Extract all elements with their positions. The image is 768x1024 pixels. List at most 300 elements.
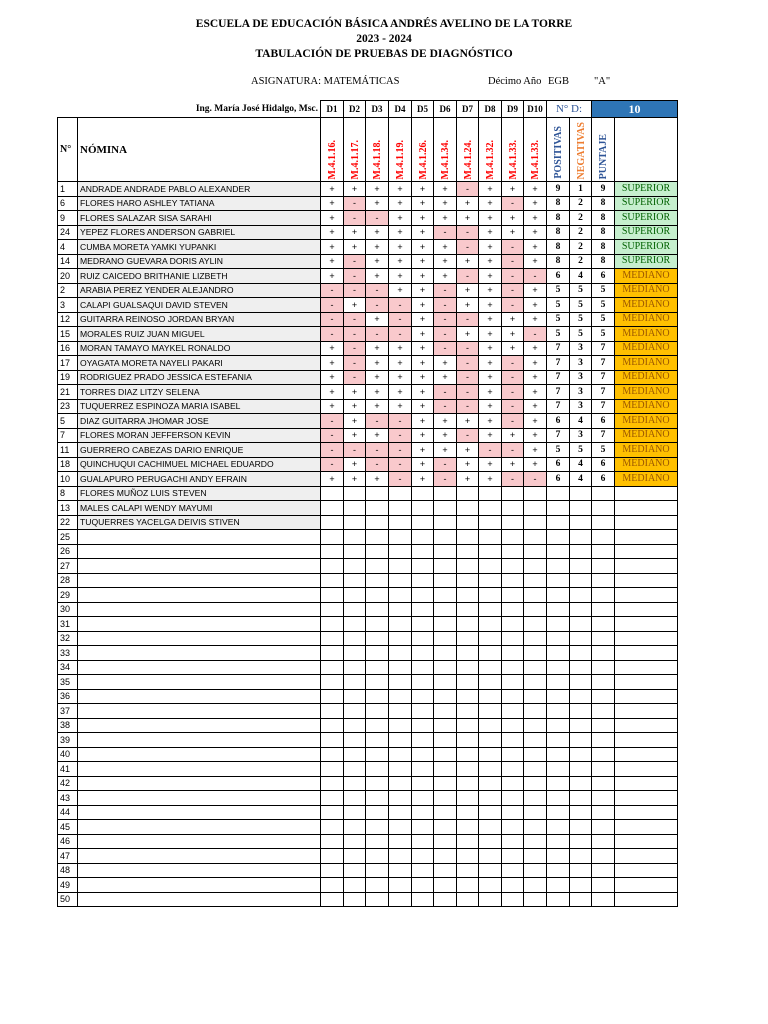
empty-cell [615,530,678,545]
empty-cell [592,559,615,574]
diagnostic-mark: + [366,240,389,255]
empty-cell [457,689,479,704]
empty-cell [321,718,344,733]
diagnostic-mark: + [412,443,434,458]
diagnostic-mark [389,515,412,530]
diagnostic-mark: + [524,211,547,226]
empty-cell [479,559,502,574]
diagnostic-mark: - [321,283,344,298]
empty-cell [547,530,570,545]
empty-cell [434,675,457,690]
positive-count: 7 [547,356,570,371]
diagnostic-mark: + [412,283,434,298]
diagnostic-mark [524,486,547,501]
student-name: MALES CALAPI WENDY MAYUMI [78,501,321,516]
empty-cell [457,863,479,878]
empty-row [58,863,678,878]
empty-cell [457,733,479,748]
d-header: D5 [412,101,434,118]
negative-count: 5 [570,327,592,342]
empty-cell [502,544,524,559]
empty-cell [502,863,524,878]
diagnostic-mark: + [412,196,434,211]
empty-cell [366,892,389,907]
empty-cell [502,530,524,545]
empty-cell [321,892,344,907]
negative-count: 5 [570,298,592,313]
empty-cell [412,646,434,661]
positive-count: 5 [547,283,570,298]
empty-cell [366,617,389,632]
diagnostic-mark: + [366,269,389,284]
empty-cell [412,559,434,574]
empty-cell [344,530,366,545]
empty-cell [479,573,502,588]
empty-cell [570,834,592,849]
empty-cell [344,834,366,849]
level-badge [615,501,678,516]
diagnostic-mark: + [321,356,344,371]
diagnostic-mark: - [457,399,479,414]
diagnostic-mark: - [389,428,412,443]
diagnostic-mark: - [434,399,457,414]
student-name: MEDRANO GUEVARA DORIS AYLIN [78,254,321,269]
empty-cell [366,762,389,777]
level-badge: MEDIANO [615,341,678,356]
diagnostic-mark: + [457,472,479,487]
empty-cell [321,878,344,893]
empty-cell [547,573,570,588]
empty-cell [570,530,592,545]
empty-row [58,776,678,791]
positive-count: 8 [547,240,570,255]
diagnostic-mark: + [434,443,457,458]
student-row [58,428,678,443]
positive-count: 7 [547,428,570,443]
empty-cell [434,704,457,719]
score-value: 7 [592,385,615,400]
empty-cell [547,631,570,646]
empty-cell [524,718,547,733]
score-value: 9 [592,182,615,197]
empty-cell [615,617,678,632]
empty-cell [321,559,344,574]
positive-count: 8 [547,254,570,269]
empty-cell [366,689,389,704]
empty-cell [592,805,615,820]
diagnostic-mark: + [344,298,366,313]
student-name [78,805,321,820]
empty-cell [344,878,366,893]
empty-cell [412,602,434,617]
diagnostic-mark: - [321,443,344,458]
empty-cell [592,747,615,762]
empty-cell [524,878,547,893]
empty-cell [524,834,547,849]
diagnostic-mark: - [502,414,524,429]
empty-cell [344,892,366,907]
diagnostic-mark: + [389,399,412,414]
empty-cell [615,878,678,893]
empty-cell [615,646,678,661]
empty-row [58,646,678,661]
diagnostic-mark [502,486,524,501]
diagnostic-mark [434,501,457,516]
diagnostic-mark: + [344,472,366,487]
skill-header: M.4.1.33. [502,118,524,182]
empty-cell [592,863,615,878]
empty-cell [321,820,344,835]
diagnostic-mark: - [389,414,412,429]
diagnostic-mark [366,486,389,501]
empty-cell [344,849,366,864]
diagnostic-mark: + [344,457,366,472]
empty-cell [524,747,547,762]
empty-cell [570,892,592,907]
empty-cell [412,689,434,704]
nd-label: N° D: [547,101,592,118]
diagnostic-mark: - [389,312,412,327]
diagnostic-mark: + [479,283,502,298]
empty-cell [615,791,678,806]
diagnostic-mark: + [412,269,434,284]
diagnostic-mark: + [412,312,434,327]
empty-cell [479,791,502,806]
student-name [78,573,321,588]
diagnostic-mark: + [434,196,457,211]
diagnostic-mark: + [412,414,434,429]
student-name [78,704,321,719]
empty-cell [434,646,457,661]
student-name: DIAZ GUITARRA JHOMAR JOSE [78,414,321,429]
diagnostic-mark: + [457,443,479,458]
student-number: 6 [58,196,78,211]
empty-cell [389,559,412,574]
empty-cell [479,588,502,603]
empty-row [58,544,678,559]
row-number: 29 [58,588,78,603]
empty-cell [344,559,366,574]
student-name: ARABIA PEREZ YENDER ALEJANDRO [78,283,321,298]
diagnostic-mark: + [502,341,524,356]
empty-row [58,834,678,849]
empty-cell [321,863,344,878]
empty-cell [592,646,615,661]
diagnostic-mark: + [524,385,547,400]
empty-cell [524,646,547,661]
d-header: D2 [344,101,366,118]
diagnostic-mark: + [389,211,412,226]
student-name: RUIZ CAICEDO BRITHANIE LIZBETH [78,269,321,284]
empty-cell [524,631,547,646]
negative-count: 5 [570,443,592,458]
score-value: 5 [592,298,615,313]
empty-cell [479,820,502,835]
diagnostic-mark: + [479,254,502,269]
diagnostic-mark [479,486,502,501]
diagnostic-mark: + [321,399,344,414]
empty-cell [479,660,502,675]
empty-row [58,530,678,545]
empty-cell [434,820,457,835]
diagnostic-mark: + [366,225,389,240]
empty-cell [412,733,434,748]
empty-cell [389,820,412,835]
diagnostic-mark: + [366,341,389,356]
diagnostic-mark: - [457,240,479,255]
empty-cell [547,689,570,704]
diagnostic-mark: + [457,414,479,429]
empty-cell [389,530,412,545]
student-name [78,646,321,661]
diagnostic-mark: - [321,457,344,472]
student-name: FLORES HARO ASHLEY TATIANA [78,196,321,211]
empty-cell [412,849,434,864]
diagnostic-mark: - [366,298,389,313]
row-number: 32 [58,631,78,646]
parallel-label: "A" [594,76,611,87]
empty-cell [615,834,678,849]
empty-cell [457,646,479,661]
diagnostic-mark: - [502,399,524,414]
diagnostic-mark [457,501,479,516]
diagnostic-mark: + [366,312,389,327]
empty-cell [457,544,479,559]
diagnostic-mark [479,515,502,530]
row-number: 41 [58,762,78,777]
empty-cell [502,617,524,632]
empty-row [58,805,678,820]
empty-cell [321,762,344,777]
empty-cell [479,704,502,719]
diagnostic-mark: - [434,225,457,240]
empty-cell [524,689,547,704]
diagnostic-mark [434,515,457,530]
diagnostic-mark: + [412,399,434,414]
score-value [592,486,615,501]
positive-count: 7 [547,385,570,400]
student-name: FLORES MUÑOZ LUIS STEVEN [78,486,321,501]
empty-cell [479,762,502,777]
level-badge: SUPERIOR [615,225,678,240]
diagnostic-mark: - [366,211,389,226]
score-value: 6 [592,269,615,284]
score-value: 5 [592,443,615,458]
positive-count: 7 [547,341,570,356]
level-badge: MEDIANO [615,298,678,313]
empty-cell [615,747,678,762]
diagnostic-mark: + [479,428,502,443]
empty-cell [434,559,457,574]
empty-cell [344,762,366,777]
diagnostic-mark: + [479,327,502,342]
diagnostic-mark: - [321,312,344,327]
empty-cell [615,805,678,820]
empty-cell [592,530,615,545]
empty-cell [502,675,524,690]
empty-cell [547,646,570,661]
positive-count: 5 [547,298,570,313]
diagnostic-mark: + [524,443,547,458]
diagnostic-mark: - [321,298,344,313]
diagnostic-mark: - [434,457,457,472]
empty-cell [321,588,344,603]
student-name [78,820,321,835]
teacher-name: Ing. María José Hidalgo, Msc. [195,103,318,114]
empty-cell [366,704,389,719]
diagnostic-mark: + [366,196,389,211]
empty-row [58,791,678,806]
diagnostic-mark: + [434,356,457,371]
student-name [78,689,321,704]
diagnostic-mark [389,486,412,501]
row-number: 40 [58,747,78,762]
empty-cell [344,805,366,820]
diagnostic-mark [412,486,434,501]
diagnostic-mark: + [321,254,344,269]
diagnostic-mark: + [524,414,547,429]
skill-header: M.4.1.26. [412,118,434,182]
empty-cell [389,863,412,878]
diagnostic-mark: + [524,225,547,240]
positive-count [547,501,570,516]
empty-cell [457,573,479,588]
empty-cell [434,863,457,878]
diagnostic-mark: + [389,370,412,385]
empty-cell [502,820,524,835]
empty-cell [524,776,547,791]
empty-cell [570,602,592,617]
empty-cell [344,820,366,835]
empty-cell [412,718,434,733]
empty-cell [389,588,412,603]
empty-cell [592,689,615,704]
row-number: 39 [58,733,78,748]
empty-cell [524,791,547,806]
diagnostic-mark: + [502,182,524,197]
student-row [58,283,678,298]
empty-cell [547,559,570,574]
diagnostic-mark: + [434,414,457,429]
row-number: 28 [58,573,78,588]
level-badge: SUPERIOR [615,254,678,269]
diagnostic-mark: - [389,443,412,458]
level-badge: MEDIANO [615,356,678,371]
diagnostic-mark: + [344,240,366,255]
empty-cell [457,588,479,603]
row-number: 37 [58,704,78,719]
empty-cell [615,704,678,719]
empty-row [58,762,678,777]
level-badge: MEDIANO [615,472,678,487]
diagnostic-mark: + [321,341,344,356]
student-row [58,225,678,240]
d-header: D7 [457,101,479,118]
student-name: MORAN TAMAYO MAYKEL RONALDO [78,341,321,356]
empty-cell [615,573,678,588]
student-name: RODRIGUEZ PRADO JESSICA ESTEFANIA [78,370,321,385]
empty-cell [389,747,412,762]
empty-cell [524,762,547,777]
empty-cell [389,617,412,632]
student-number: 17 [58,356,78,371]
diagnostic-mark: - [366,443,389,458]
empty-cell [570,588,592,603]
diagnostic-mark: - [502,356,524,371]
level-badge: MEDIANO [615,327,678,342]
diagnostic-mark: - [321,327,344,342]
student-number: 9 [58,211,78,226]
student-row [58,457,678,472]
empty-cell [321,617,344,632]
empty-cell [524,660,547,675]
empty-cell [615,892,678,907]
empty-cell [366,588,389,603]
empty-cell [457,718,479,733]
row-number: 27 [58,559,78,574]
diagnostic-mark: + [389,385,412,400]
student-name [78,675,321,690]
student-number: 10 [58,472,78,487]
level-badge: SUPERIOR [615,182,678,197]
empty-cell [524,704,547,719]
empty-cell [615,776,678,791]
diagnostic-mark: + [479,356,502,371]
empty-cell [570,544,592,559]
empty-cell [412,675,434,690]
diagnostic-mark: + [366,356,389,371]
negative-count [570,515,592,530]
score-value: 5 [592,327,615,342]
diagnostic-mark: - [457,269,479,284]
diagnostic-mark: - [366,414,389,429]
diagnostic-mark: - [434,385,457,400]
negative-count: 4 [570,269,592,284]
empty-cell [570,704,592,719]
empty-cell [570,689,592,704]
subject-label: ASIGNATURA: MATEMÁTICAS [251,76,400,87]
empty-cell [434,573,457,588]
student-name [78,892,321,907]
empty-cell [412,588,434,603]
diagnostic-mark: + [524,356,547,371]
empty-cell [434,805,457,820]
student-number: 22 [58,515,78,530]
empty-cell [615,762,678,777]
student-row [58,414,678,429]
diagnostic-mark: - [321,414,344,429]
empty-cell [366,776,389,791]
diagnostic-mark [502,501,524,516]
diagnostic-mark: + [502,428,524,443]
positive-count: 5 [547,327,570,342]
empty-cell [321,791,344,806]
empty-cell [502,791,524,806]
empty-cell [344,660,366,675]
positive-count: 6 [547,269,570,284]
level-badge: MEDIANO [615,385,678,400]
empty-cell [412,892,434,907]
negative-count: 3 [570,385,592,400]
positive-count: 5 [547,443,570,458]
empty-cell [502,631,524,646]
diagnostic-mark: + [412,298,434,313]
skill-header: M.4.1.32. [479,118,502,182]
empty-cell [479,675,502,690]
empty-cell [479,646,502,661]
diagnostic-mark: + [524,370,547,385]
empty-cell [412,820,434,835]
